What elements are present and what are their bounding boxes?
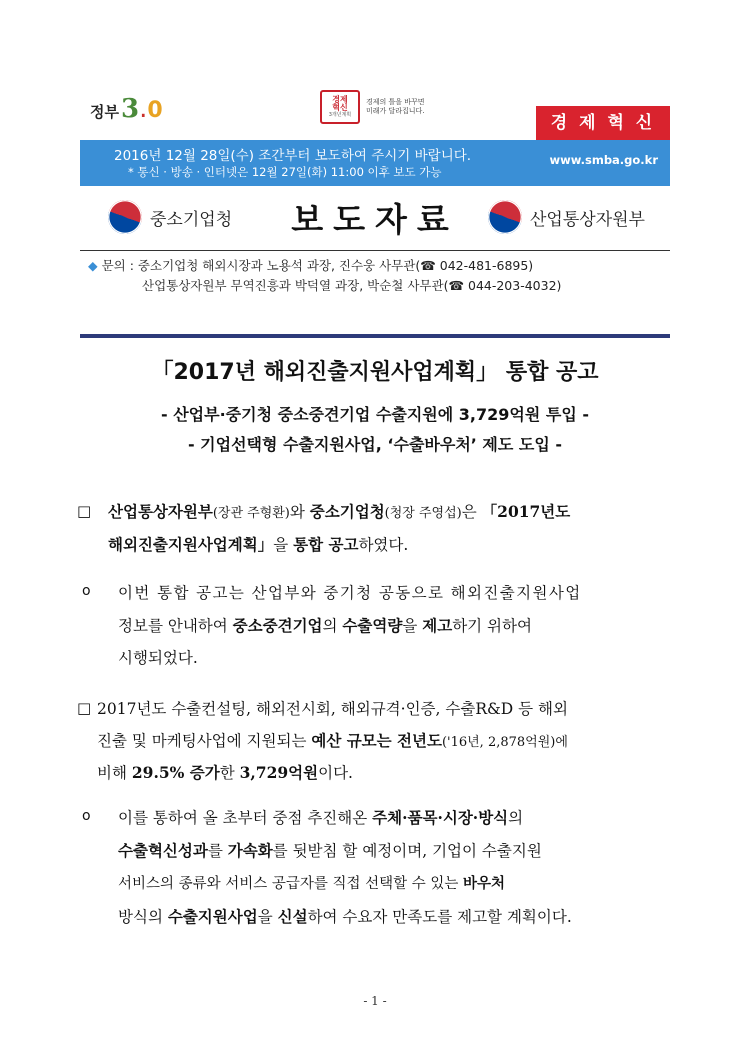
square-bullet: □ — [77, 502, 92, 520]
ministry-left-name: 중소기업청 — [150, 209, 233, 230]
eco-slogan-1: 경제의 틀을 바꾸면 — [366, 97, 425, 106]
p4-line1: 이를 통하여 올 초부터 중점 추진해온 주체·품목·시장·방식의 — [118, 808, 524, 827]
p3-line1: 2017년도 수출컨설팅, 해외전시회, 해외규격·인증, 수출R&D 등 해외 — [97, 700, 568, 718]
page-number: - 1 - — [363, 994, 387, 1008]
eco-logo-line3: 3개년계획 — [328, 111, 352, 118]
circle-bullet: ο — [82, 583, 91, 599]
p4-line4: 방식의 수출지원사업을 신설하여 수요자 만족도를 제고할 계획이다. — [118, 907, 572, 926]
divider — [80, 250, 670, 251]
p2-line3: 시행되었다. — [118, 649, 198, 667]
economic-innovation-badge: 경 제 혁 신 — [536, 106, 670, 140]
motie-ministry — [488, 200, 645, 234]
eco-logo-line1: 경제 — [332, 94, 348, 104]
taeguk-emblem-icon — [488, 200, 522, 234]
website-url[interactable]: www.smba.go.kr — [549, 153, 658, 167]
gov-logo-zero: 0 — [147, 98, 163, 123]
ministry-right-name: 산업통상자원부 — [530, 209, 645, 230]
circle-bullet: ο — [82, 808, 91, 824]
p2-line1: 이번 통합 공고는 산업부와 중기청 공동으로 해외진출지원사업 — [118, 584, 582, 602]
eco-slogan-2: 미래가 달라집니다. — [366, 107, 425, 115]
square-bullet: □ — [77, 699, 92, 717]
p3-line3: 비해 29.5% 증가한 3,729억원이다. — [97, 763, 353, 782]
bullet-icon: ◆ — [88, 258, 98, 273]
eco-logo-box — [320, 90, 360, 124]
p4-line2: 수출혁신성과를 가속화를 뒷받침 할 예정이며, 기업이 수출지원 — [118, 841, 542, 860]
main-title: 「2017년 해외진출지원사업계획」 통합 공고 — [151, 360, 599, 385]
taeguk-emblem-icon — [108, 200, 142, 234]
subtitle-1: - 산업부·중기청 중소중견기업 수출지원에 3,729억원 투입 - — [161, 405, 589, 424]
press-release-title: 보도자료 — [291, 200, 459, 239]
gov-logo-dot: . — [139, 94, 148, 124]
contact-info — [88, 256, 561, 296]
p3-line2: 진출 및 마케팅사업에 지원되는 예산 규모는 전년도('16년, 2,878억원)에 — [97, 731, 568, 750]
p1-line2: 해외진출지원사업계획」을 통합 공고하였다. — [108, 535, 409, 554]
p1-line1: 산업통상자원부(장관 주형환)와 중소기업청(청장 주영섭)은 「2017년도 — [108, 502, 571, 521]
p2-line2: 정보를 안내하여 중소중견기업의 수출역량을 제고하기 위하여 — [118, 616, 532, 635]
economic-innovation-logo — [320, 90, 425, 124]
contact-line2: 산업통상자원부 무역진흥과 박덕열 과장, 박순철 사무관(☎ 044-203-4032) — [142, 278, 562, 293]
eco-logo-slogan — [366, 98, 425, 116]
gov-logo-text: 정부 — [90, 103, 119, 121]
p4-line3: 서비스의 종류와 서비스 공급자를 직접 선택할 수 있는 바우처 — [118, 875, 506, 892]
embargo-line2: * 통신 · 방송 · 인터넷은 12월 27일(화) 11:00 이후 보도 가능 — [128, 165, 442, 179]
subtitle-2: - 기업선택형 수출지원사업, ‘수출바우처’ 제도 도입 - — [187, 435, 563, 454]
contact-line1: 문의 : 중소기업청 해외시장과 노용석 과장, 진수웅 사무관(☎ 042-481-6895) — [101, 258, 534, 273]
divider — [80, 334, 670, 338]
smba-ministry — [108, 200, 232, 234]
gov-logo-number: 3 — [120, 94, 140, 124]
government-3-0-logo — [90, 92, 163, 122]
eco-logo-line2: 혁신 — [332, 102, 348, 112]
embargo-banner — [80, 140, 670, 186]
embargo-line1: 2016년 12월 28일(수) 조간부터 보도하여 주시기 바랍니다. — [114, 148, 472, 164]
